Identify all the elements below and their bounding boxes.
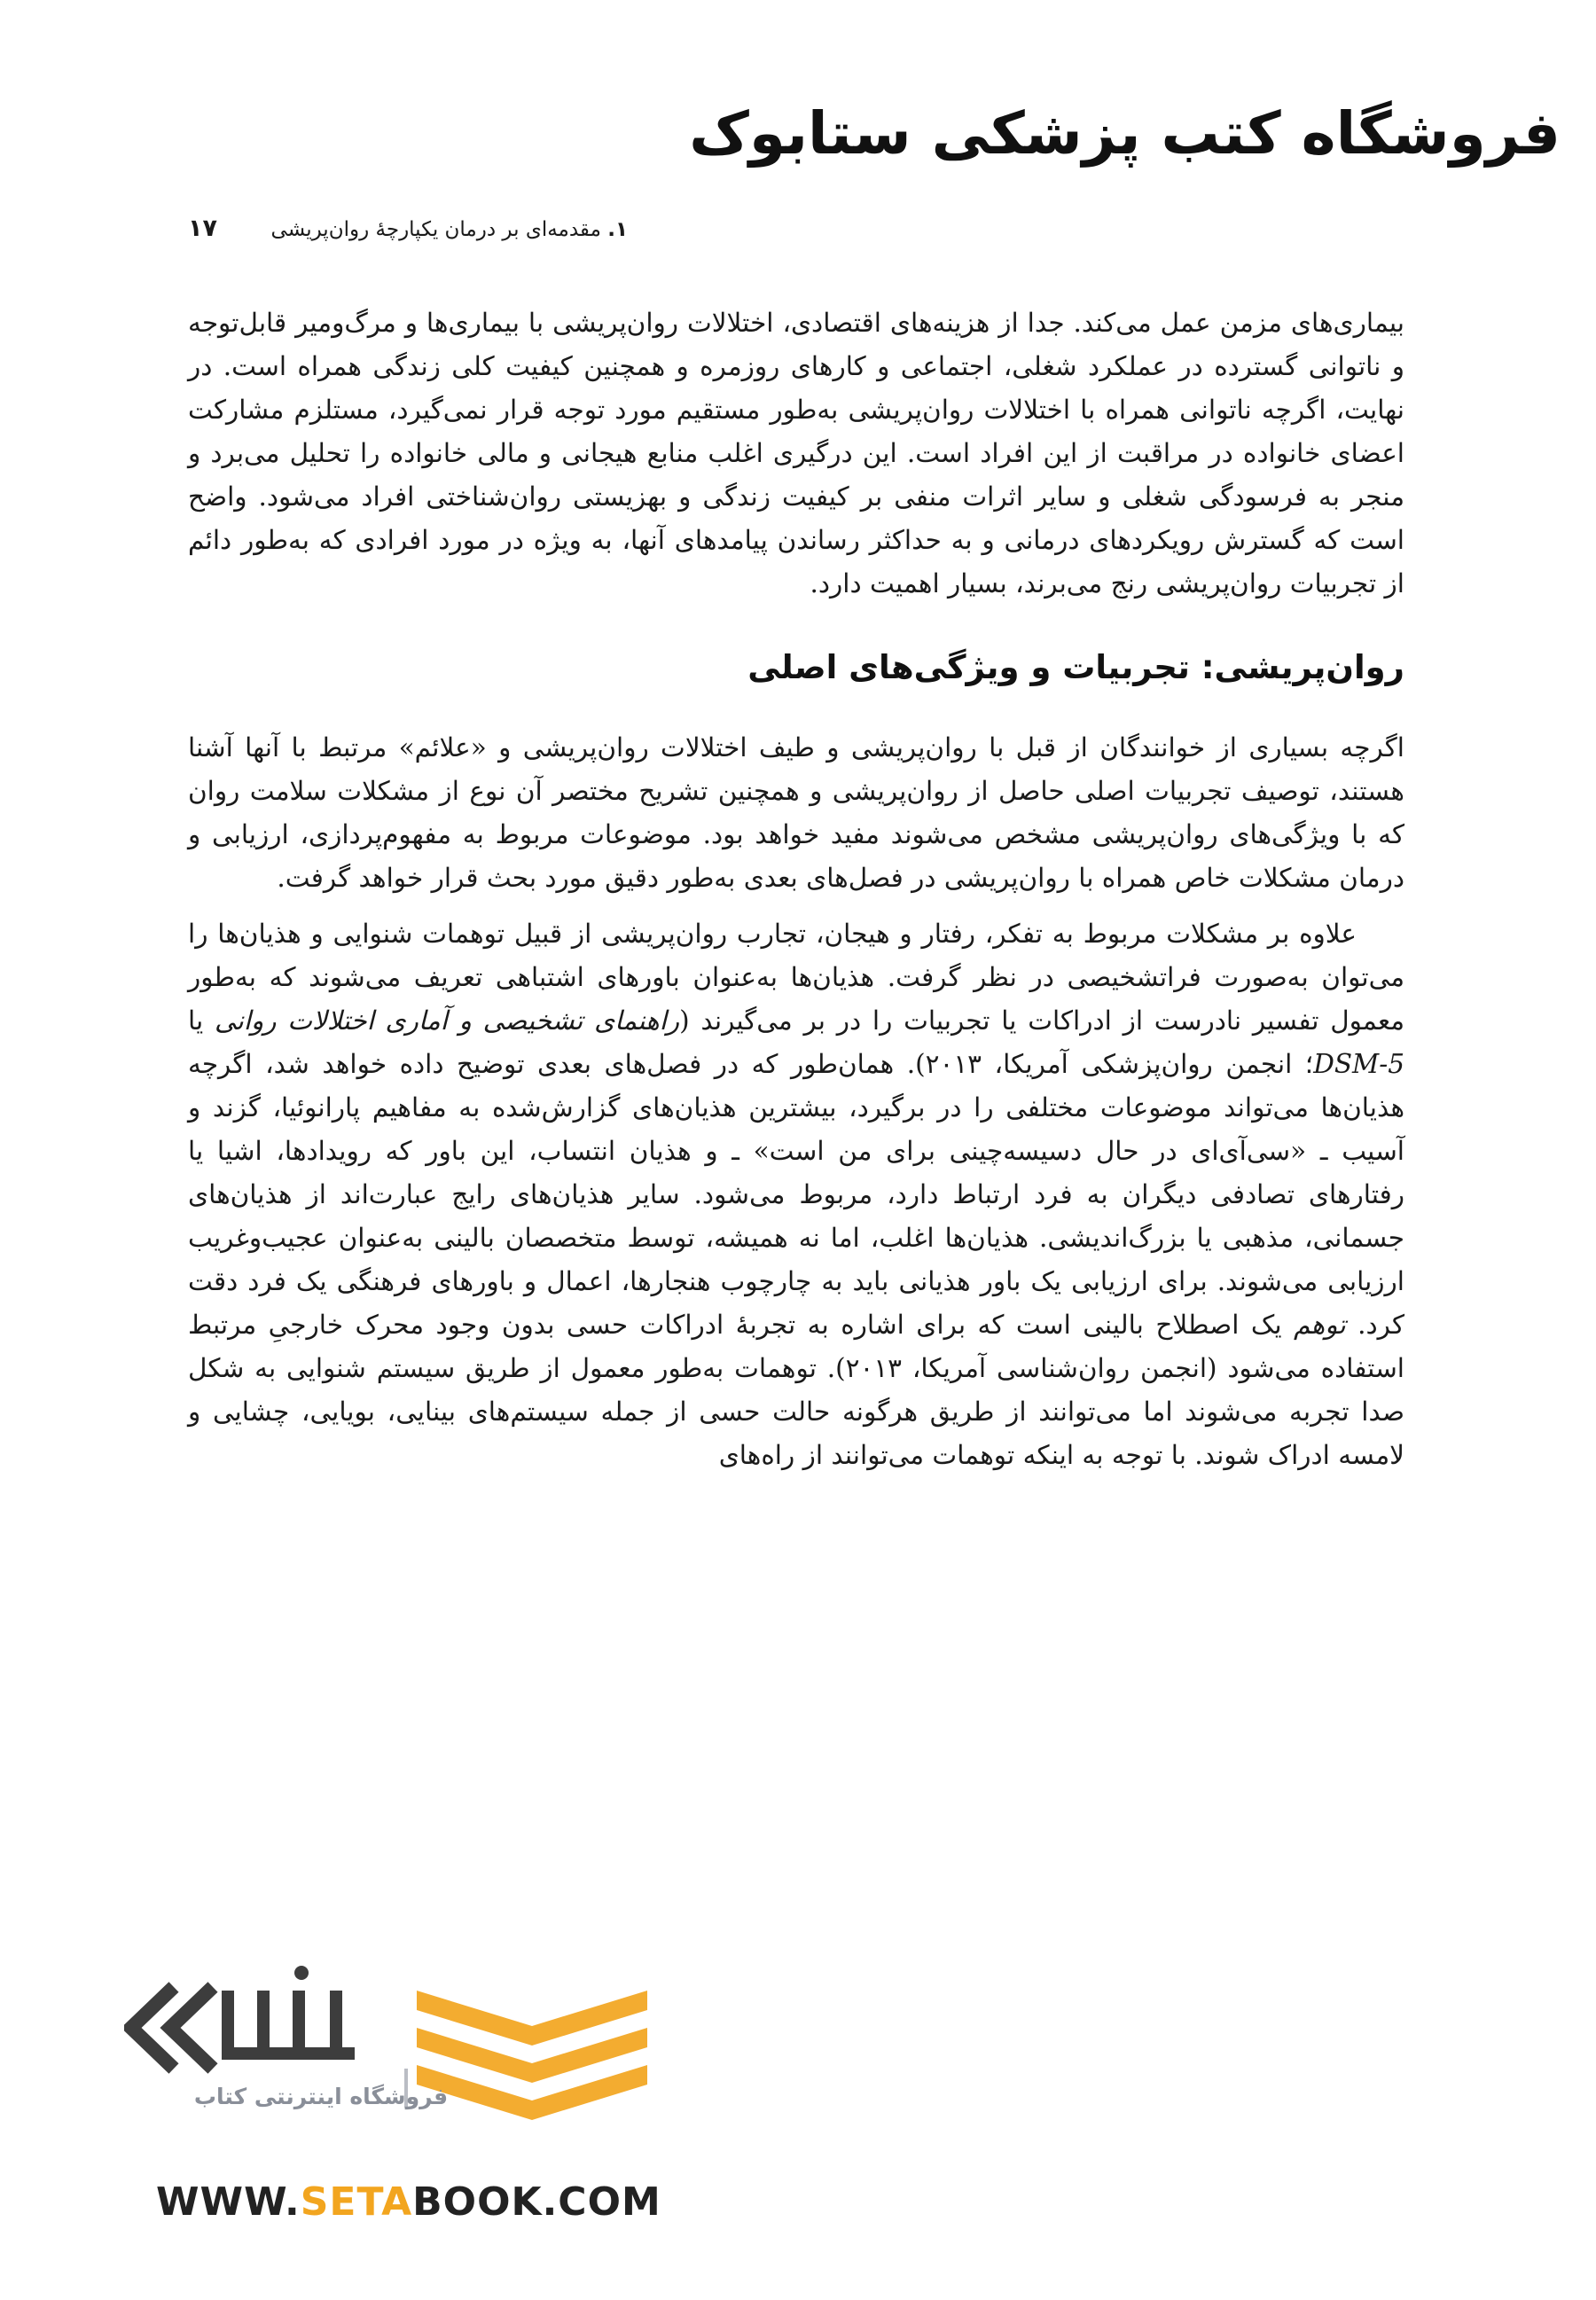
page-number: ۱۷ — [188, 215, 217, 242]
running-head — [188, 215, 628, 243]
chapter-title: مقدمه‌ای بر درمان یکپارچهٔ روان‌پریشی — [270, 218, 601, 241]
chapter-header — [271, 216, 628, 243]
store-banner: فروشگاه کتب پزشکی ستابوک — [689, 99, 1561, 168]
manual-title: راهنمای تشخیصی و آماری اختلالات روانی — [214, 1005, 680, 1036]
url-accent: SETA — [300, 2179, 413, 2225]
paragraph-3-part-a: علاوه بر مشکلات مربوط به تفکر، رفتار و هیجان، تجارب روان‌پریشی از قبیل توهمات شنوایی و هذیان‌ها را می‌توان به‌صورت فراتشخیصی در نظر گرفت. هذیان‌ها به‌عنوان باورهای اشتباهی تعریف می‌شوند که به‌طور معمول تفسیر نادرست از ادراکات یا تجربیات را در بر می‌گیرند ( — [188, 919, 1405, 1036]
chapter-number: ۱. — [607, 218, 628, 241]
hallucination-term: توهم — [1294, 1310, 1346, 1340]
manual-abbreviation: DSM-5 — [1313, 1049, 1404, 1079]
url-suffix: BOOK.COM — [412, 2179, 661, 2225]
url-prefix: WWW. — [156, 2179, 301, 2225]
paragraph-3-part-b: یا — [188, 1005, 215, 1036]
watermark-url — [156, 2179, 661, 2225]
paragraph-2: اگرچه بسیاری از خوانندگان از قبل با روان‌پریشی و طیف اختلالات روان‌پریشی و «علائم» مرتبط با آنها آشنا هستند، توصیف تجربیات اصلی حاصل از روان‌پریشی و همچنین تشریح مختصر آن نوع از مشکلات سلامت روان که با ویژگی‌های روان‌پریشی مشخص می‌شوند مفید خواهد بود. موضوعات مربوط به مفهوم‌پردازی، ارزیابی و درمان مشکلات خاص همراه با روان‌پریشی در فصل‌های بعدی به‌طور دقیق مورد بحث قرار خواهد گرفت. — [188, 732, 1404, 893]
wordmark-icon — [222, 1966, 355, 2060]
paragraph-3-part-d: یک اصطلاح بالینی است که برای اشاره به تجربهٔ ادراکات حسی بدون وجود محرک خارجیِ مرتبط استفاده می‌شود (انجمن روان‌شناسی آمریکا، ۲۰۱۳). توهمات به‌طور معمول از طریق سیستم شنوایی به شکل صدا تجربه می‌شوند اما می‌توانند از طریق هرگونه حالت حسی از جمله سیستم‌های بینایی، بویایی، چشایی و لامسه ادراک شوند. با توجه به اینکه توهمات می‌توانند از راه‌های — [188, 1310, 1404, 1470]
section-heading: روان‌پریشی: تجربیات و ویژگی‌های اصلی — [747, 648, 1404, 686]
paragraph-1: بیماری‌های مزمن عمل می‌کند. جدا از هزینه‌های اقتصادی، اختلالات روان‌پریشی با بیماری‌ها و مرگ‌ومیر قابل‌توجه و ناتوانی گسترده در عملکرد شغلی، اجتماعی و کارهای روزمره و همچنین کیفیت کلی زندگی همراه است. در نهایت، اگرچه ناتوانی همراه با اختلالات روان‌پریشی به‌طور مستقیم مورد توجه قرار نمی‌گیرد، مستلزم مشارکت اعضای خانواده در مراقبت از این افراد است. این درگیری اغلب منابع هیجانی و مالی خانواده را تحلیل می‌برد و منجر به فرسودگی شغلی و سایر اثرات منفی بر کیفیت زندگی و بهزیستی روان‌شناختی افراد می‌شود. واضح است که گسترش رویکردهای درمانی و به حداکثر رساندن پیامدهای آنها، به ویژه در مورد افرادی که به‌طور دائم از تجربیات روان‌پریشی رنج می‌برند، بسیار اهمیت دارد. — [188, 308, 1404, 598]
double-chevron-icon — [131, 1987, 213, 2069]
paragraph-3-part-c: ؛ انجمن روان‌پزشکی آمریکا، ۲۰۱۳). همان‌طور که در فصل‌های بعدی توضیح داده خواهد شد، اگرچه هذیان‌ها می‌تواند موضوعات مختلفی را در برگیرد، بیشترین هذیان‌های گزارش‌شده به مفاهیم پارانوئیا، گزند و آسیب ـ «سی‌آی‌ای در حال دسیسه‌چینی برای من است» ـ و هذیان انتساب، این باور که رویدادها، اشیا یا رفتارهای تصادفی دیگران به فرد ارتباط دارد، مربوط می‌شود. سایر هذیان‌های رایج عبارت‌اند از هذیان‌های جسمانی، مذهبی یا بزرگ‌اندیشی. هذیان‌ها اغلب، اما نه همیشه، توسط متخصصان بالینی به‌عنوان عجیب‌وغریب ارزیابی می‌شوند. برای ارزیابی یک باور هذیانی باید به چارچوب هنجارها، اعمال و باورهای فرهنگی یک فرد دقت کرد. — [188, 1049, 1404, 1340]
body-text — [188, 301, 1404, 1477]
watermark-brand: فروشگاه اینترنتی کتاب — [193, 2084, 449, 2109]
paragraph-3 — [188, 912, 1404, 1477]
